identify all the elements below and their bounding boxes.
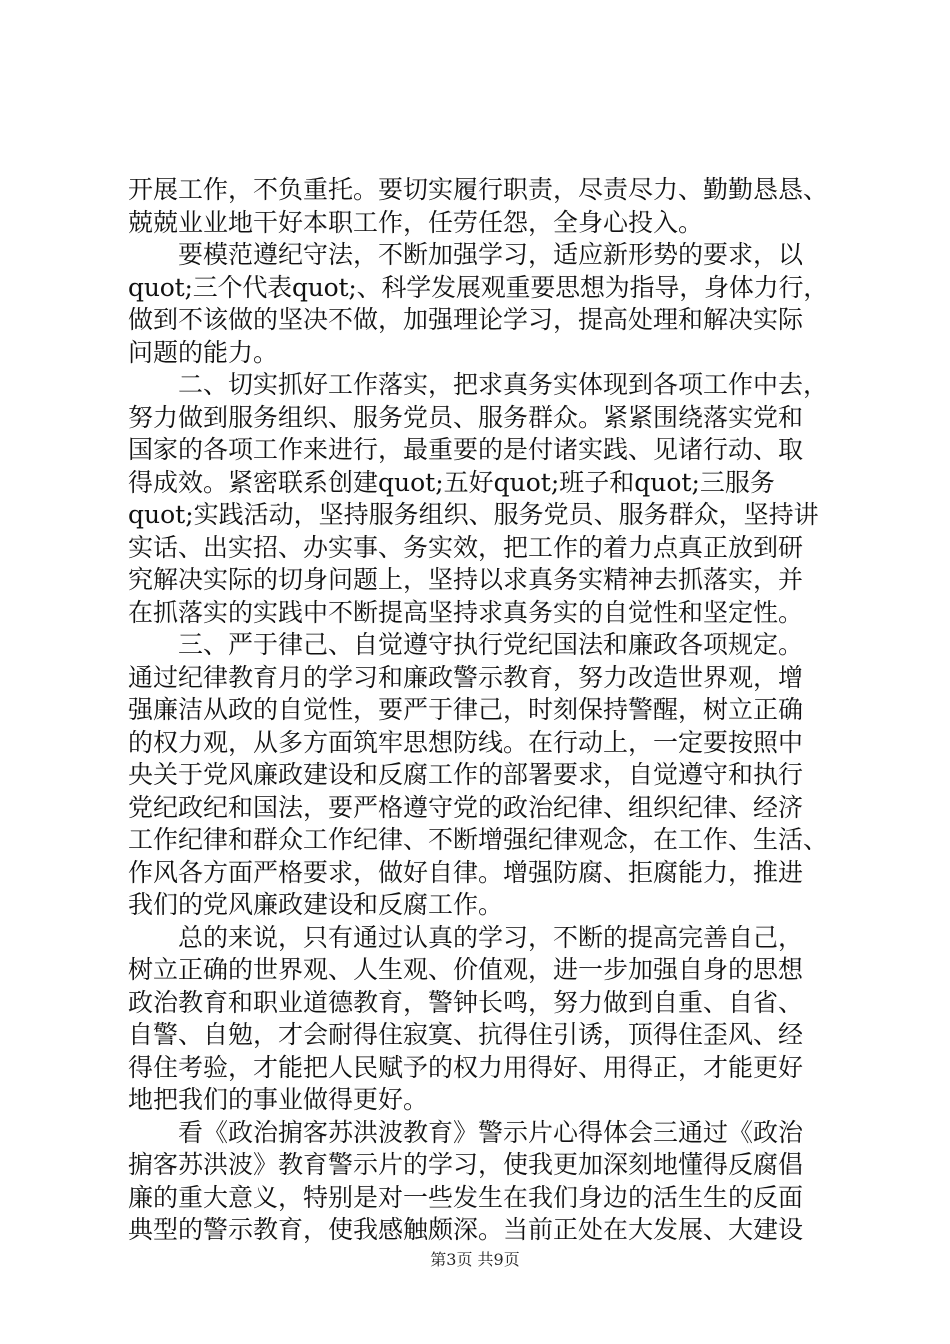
text-line: 的权力观，从多方面筑牢思想防线。在行动上，一定要按照中 <box>128 727 804 757</box>
text-line: 树立正确的世界观、人生观、价值观，进一步加强自身的思想 <box>128 955 804 984</box>
text-line: 掮客苏洪波》教育警示片的学习，使我更加深刻地懂得反腐倡 <box>128 1150 804 1179</box>
text-line: 问题的能力。 <box>128 337 279 367</box>
text-line: 做到不该做的坚决不做，加强理论学习，提高处理和解决实际 <box>128 305 804 334</box>
text-line: 央关于党风廉政建设和反腐工作的部署要求，自觉遵守和执行 <box>128 760 804 789</box>
text-line: 自警、自勉，才会耐得住寂寞、抗得住引诱，顶得住歪风、经 <box>128 1020 804 1049</box>
text-line: 实话、出实招、办实事、务实效，把工作的着力点真正放到研 <box>128 532 804 562</box>
text-line: 努力做到服务组织、服务党员、服务群众。紧紧围绕落实党和 <box>128 402 804 432</box>
text-line: quot;实践活动，坚持服务组织、服务党员、服务群众，坚持讲 <box>128 500 819 529</box>
text-line: 究解决实际的切身问题上，坚持以求真务实精神去抓落实，并 <box>128 565 804 594</box>
text-line: quot;三个代表quot;、科学发展观重要思想为指导，身体力行， <box>128 272 828 302</box>
page-footer: 第3页 共9页 <box>430 1250 520 1269</box>
text-line: 我们的党风廉政建设和反腐工作。 <box>128 890 504 919</box>
text-line: 通过纪律教育月的学习和廉政警示教育，努力改造世界观，增 <box>128 662 804 692</box>
text-line: 党纪政纪和国法，要严格遵守党的政治纪律、组织纪律、经济 <box>128 792 804 822</box>
text-line: 地把我们的事业做得更好。 <box>128 1085 429 1114</box>
text-line: 在抓落实的实践中不断提高坚持求真务实的自觉性和坚定性。 <box>128 597 804 627</box>
text-line: 典型的警示教育，使我感触颇深。当前正处在大发展、大建设 <box>128 1215 804 1244</box>
document-body <box>128 174 828 1247</box>
text-line: 总的来说，只有通过认真的学习，不断的提高完善自己， <box>128 922 804 952</box>
text-line: 要模范遵纪守法，不断加强学习，适应新形势的要求，以 <box>128 240 804 269</box>
text-line: 得成效。紧密联系创建quot;五好quot;班子和quot;三服务 <box>128 467 775 497</box>
text-line: 廉的重大意义，特别是对一些发生在我们身边的活生生的反面 <box>128 1182 804 1212</box>
text-line: 开展工作，不负重托。要切实履行职责，尽责尽力、勤勤恳恳、 <box>128 175 828 204</box>
text-line: 国家的各项工作来进行，最重要的是付诸实践、见诸行动、取 <box>128 435 804 464</box>
text-line: 强廉洁从政的自觉性，要严于律己，时刻保持警醒，树立正确 <box>128 695 804 724</box>
text-line: 政治教育和职业道德教育，警钟长鸣，努力做到自重、自省、 <box>128 987 804 1017</box>
text-line: 工作纪律和群众工作纪律、不断增强纪律观念，在工作、生活、 <box>128 825 828 854</box>
text-line: 作风各方面严格要求，做好自律。增强防腐、拒腐能力，推进 <box>128 857 804 887</box>
text-line: 三、严于律己、自觉遵守执行党纪国法和廉政各项规定。 <box>128 630 804 659</box>
text-line: 兢兢业业地干好本职工作，任劳任怨，全身心投入。 <box>128 207 704 237</box>
text-line: 看《政治掮客苏洪波教育》警示片心得体会三通过《政治 <box>128 1117 804 1147</box>
text-line: 二、切实抓好工作落实，把求真务实体现到各项工作中去， <box>128 370 828 399</box>
text-line: 得住考验，才能把人民赋予的权力用得好、用得正，才能更好 <box>128 1052 804 1082</box>
